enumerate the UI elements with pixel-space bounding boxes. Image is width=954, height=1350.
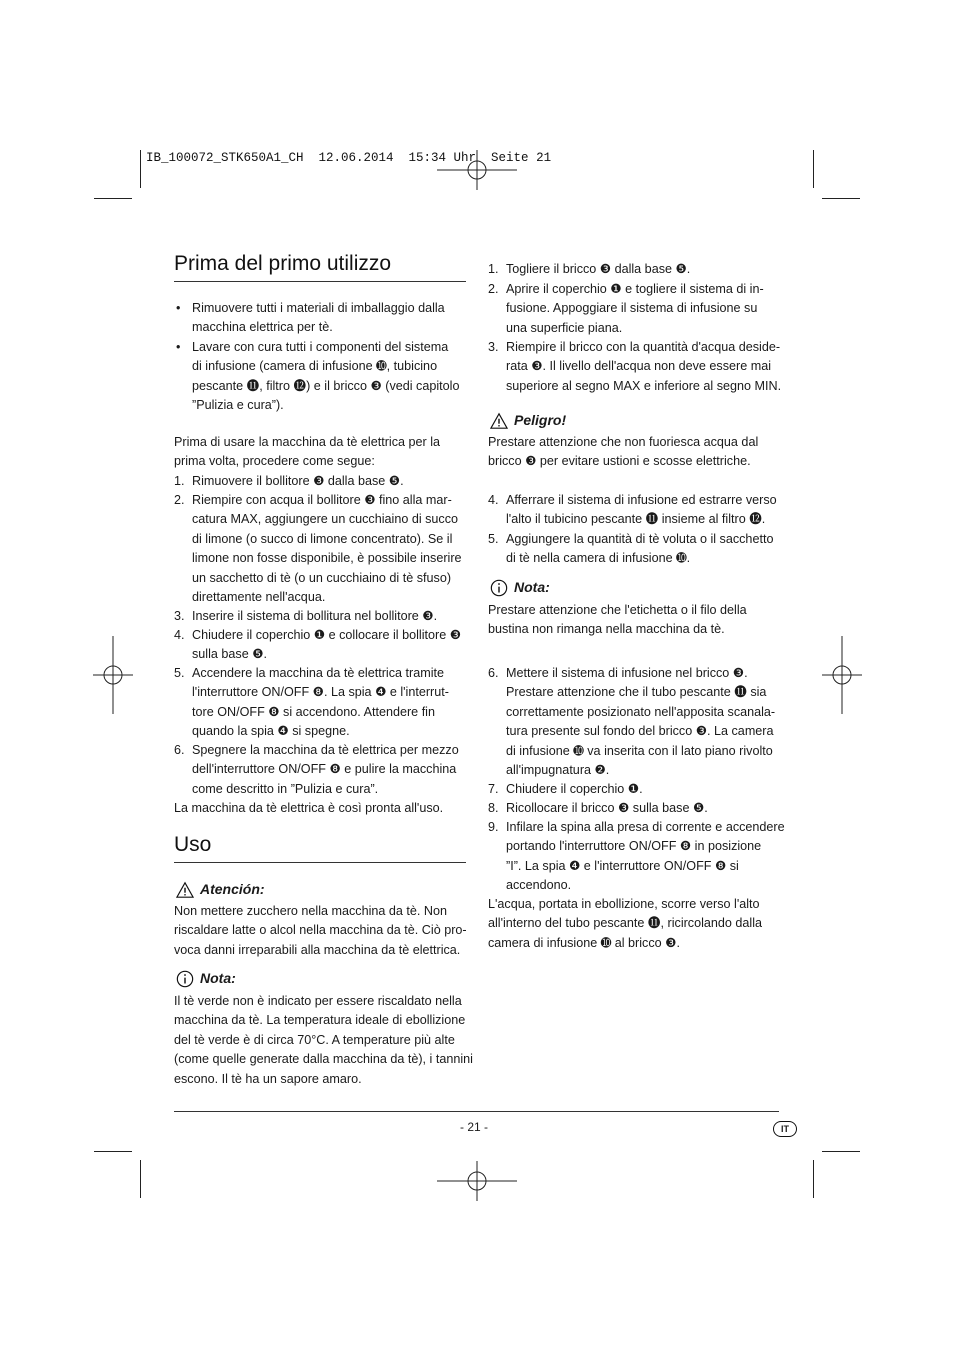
crop-mark bbox=[813, 150, 814, 188]
warning-text: Non mettere zucchero nella macchina da tè. Non riscaldare latte o alcol nella macchina da tè. Ciò pro- voca danni irreparabili alla macchina da tè elettrica. bbox=[174, 904, 467, 957]
crop-mark bbox=[813, 1160, 814, 1198]
section-title-use: Uso bbox=[174, 833, 212, 856]
warning-triangle-icon bbox=[490, 412, 508, 430]
crop-mark bbox=[822, 1151, 860, 1152]
registration-crosshair-icon bbox=[437, 1161, 517, 1201]
section-title-first-use: Prima del primo utilizzo bbox=[174, 252, 392, 275]
crop-mark bbox=[140, 150, 141, 188]
danger-heading: Peligro! bbox=[490, 411, 566, 430]
crop-mark bbox=[94, 198, 132, 199]
warning-triangle-icon bbox=[176, 881, 194, 899]
closing-paragraph: L'acqua, portata in ebollizione, scorre verso l'alto all'interno del tubo pescante ⓫, ricircolando dalla camera di infusione ➓ al bricco ❸. bbox=[488, 897, 763, 950]
title-rule bbox=[174, 862, 466, 863]
warning-heading: Atención: bbox=[176, 880, 265, 899]
intro-paragraph: Prima di usare la macchina da tè elettrica per la prima volta, procedere come segue: bbox=[174, 435, 440, 469]
info-circle-icon bbox=[176, 970, 194, 988]
print-slug: IB_100072_STK650A1_CH 12.06.2014 15:34 Uhr Seite 21 bbox=[146, 151, 552, 165]
note-heading: Nota: bbox=[176, 969, 236, 988]
registration-crosshair-icon bbox=[437, 150, 517, 190]
language-badge: IT bbox=[773, 1121, 797, 1137]
crop-mark bbox=[822, 198, 860, 199]
title-rule bbox=[174, 281, 466, 282]
crop-mark bbox=[140, 1160, 141, 1198]
info-circle-icon bbox=[490, 579, 508, 597]
danger-text: Prestare attenzione che non fuoriesca acqua dal bricco ❸ per evitare ustioni e scosse elettriche. bbox=[488, 435, 759, 469]
note-text: Prestare attenzione che l'etichetta o il filo della bustina non rimanga nella macchina da tè. bbox=[488, 603, 747, 637]
registration-crosshair-icon bbox=[93, 636, 133, 714]
crop-mark bbox=[94, 1151, 132, 1152]
ready-paragraph: La macchina da tè elettrica è così pronta all'uso. bbox=[174, 801, 444, 815]
registration-crosshair-icon bbox=[822, 636, 862, 714]
note-text: Il tè verde non è indicato per essere riscaldato nella macchina da tè. La temperatura ideale di ebollizione del tè verde è di circa 70°C. A temperature più alte (come quelle generate dalla macchina da tè), i tannini escono. Il tè ha un sapore amaro. bbox=[174, 994, 473, 1086]
footer-rule bbox=[174, 1111, 779, 1112]
note-heading: Nota: bbox=[490, 578, 550, 597]
page-number: - 21 - bbox=[460, 1120, 489, 1134]
